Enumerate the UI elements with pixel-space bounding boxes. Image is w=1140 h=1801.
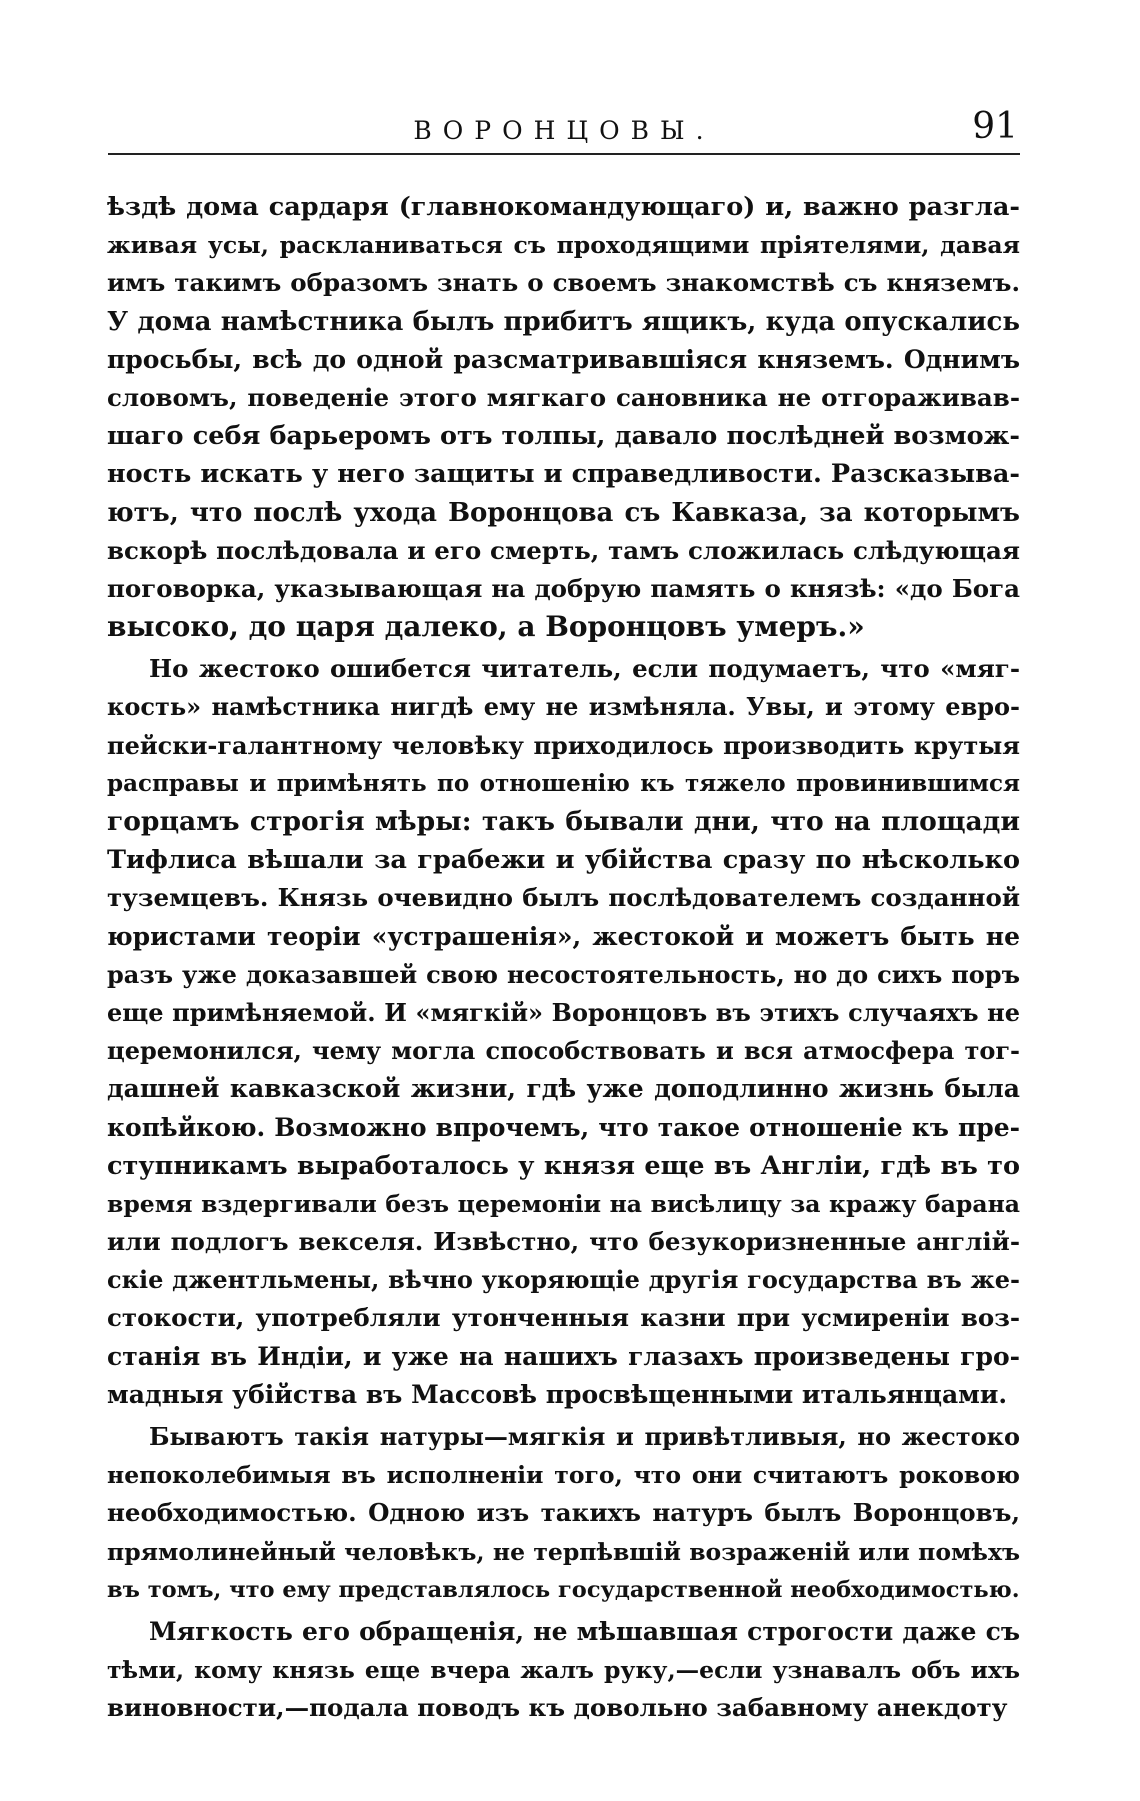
paragraph — [107, 1418, 1020, 1609]
text-line: расправы и примѣнять по отношенiю къ тяжело провинившимся — [107, 769, 1020, 797]
text-line: виновности,—подала поводъ къ довольно забавному анекдоту — [107, 1693, 1008, 1723]
text-line: живая усы, раскланиваться съ проходящими прiятелями, давая — [107, 231, 1020, 260]
page-number: 91 — [972, 106, 1018, 147]
text-line: ѣздѣ дома сардаря (главнокомандующаго) и, важно разгла- — [107, 192, 1020, 222]
text-line: мадныя убiйства въ Массовѣ просвѣщенными итальянцами. — [107, 1379, 1008, 1409]
text-line: дашней кавказской жизни, гдѣ уже доподлинно жизнь была — [107, 1074, 1020, 1104]
text-line: Бываютъ такiя натуры—мягкiя и привѣтливыя, но жестоко — [149, 1422, 1020, 1451]
text-line: копѣйкою. Возможно впрочемъ, что такое отношенiе къ пре- — [107, 1112, 1020, 1142]
paragraph — [107, 650, 1020, 1414]
paragraph — [107, 188, 1020, 646]
body-text — [107, 188, 1020, 1728]
header-rule — [108, 153, 1020, 155]
text-line: поговорка, указывающая на добрую память о князѣ: «до Бога — [107, 573, 1020, 603]
text-line: имъ такимъ образомъ знать о своемъ знакомствѣ съ княземъ. — [107, 268, 1020, 298]
text-line: время вздергивали безъ церемонiи на висѣлицу за кражу барана — [107, 1189, 1020, 1218]
text-line: церемонился, чему могла способствовать и вся атмосфера тог- — [107, 1036, 1020, 1066]
text-line: въ томъ, что ему представлялось государственной необходимостью. — [107, 1576, 1020, 1603]
text-line: еще примѣняемой. И «мягкiй» Воронцовъ въ этихъ случаяхъ не — [107, 997, 1020, 1027]
text-line: или подлогъ векселя. Извѣстно, что безукоризненные англiй- — [107, 1227, 1020, 1257]
text-line: юристами теорiи «устрашенiя», жестокой и можетъ быть не — [107, 921, 1020, 951]
text-line: ность искать у него защиты и справедливости. Разсказыва- — [107, 459, 1020, 490]
text-line: Мягкость его обращенiя, не мѣшавшая строгости даже съ — [149, 1616, 1020, 1646]
text-line: прямолинейный человѣкъ, не терпѣвшiй возраженiй или помѣхъ — [107, 1537, 1020, 1566]
text-line: горцамъ строгiя мѣры: такъ бывали дни, что на площади — [107, 806, 1020, 837]
text-line: станiя въ Индiи, и уже на нашихъ глазахъ произведены гро- — [107, 1341, 1020, 1371]
text-line: просьбы, всѣ до одной разсматривавшiяся княземъ. Однимъ — [107, 344, 1020, 374]
text-line: разъ уже доказавшей свою несостоятельность, но до сихъ поръ — [107, 959, 1020, 989]
text-line: кость» намѣстника нигдѣ ему не измѣняла. Увы, и этому евро- — [107, 692, 1020, 722]
text-line: Тифлиса вѣшали за грабежи и убiйства сразу по нѣсколько — [107, 845, 1020, 876]
running-head — [108, 100, 1020, 150]
text-line: У дома намѣстника былъ прибитъ ящикъ, куда опускались — [107, 306, 1020, 337]
text-line: ютъ, что послѣ ухода Воронцова съ Кавказа, за которымъ — [107, 497, 1020, 528]
text-line: пейски-галантному человѣку приходилось производить крутыя — [107, 730, 1020, 760]
text-line: непоколебимыя въ исполненiи того, что они считаютъ роковою — [107, 1461, 1020, 1490]
running-title: ВОРОНЦОВЫ. — [413, 116, 715, 145]
text-line: высоко, до царя далеко, а Воронцовъ умеръ.» — [107, 610, 865, 644]
paragraph — [107, 1613, 1020, 1728]
text-line: вскорѣ послѣдовала и его смерть, тамъ сложилась слѣдующая — [107, 535, 1020, 565]
text-line: тѣми, кому князь еще вчера жалъ руку,—если узнавалъ объ ихъ — [107, 1656, 1020, 1685]
text-line: стокости, употребляли утонченныя казни при усмиренiи воз- — [107, 1303, 1020, 1333]
text-line: шаго себя барьеромъ отъ толпы, давало послѣдней возмож- — [107, 421, 1020, 452]
text-line: словомъ, поведенiе этого мягкаго сановника не отгораживав- — [107, 382, 1020, 412]
text-line: необходимостью. Одною изъ такихъ натуръ былъ Воронцовъ, — [107, 1498, 1020, 1528]
text-line: ступникамъ выработалось у князя еще въ Англiи, гдѣ въ то — [107, 1150, 1020, 1181]
text-line: Но жестоко ошибется читатель, если подумаетъ, что «мяг- — [149, 654, 1020, 684]
text-line: скiе джентльмены, вѣчно укоряющiе другiя государства въ же- — [107, 1265, 1020, 1295]
text-line: туземцевъ. Князь очевидно былъ послѣдователемъ созданной — [107, 883, 1020, 913]
